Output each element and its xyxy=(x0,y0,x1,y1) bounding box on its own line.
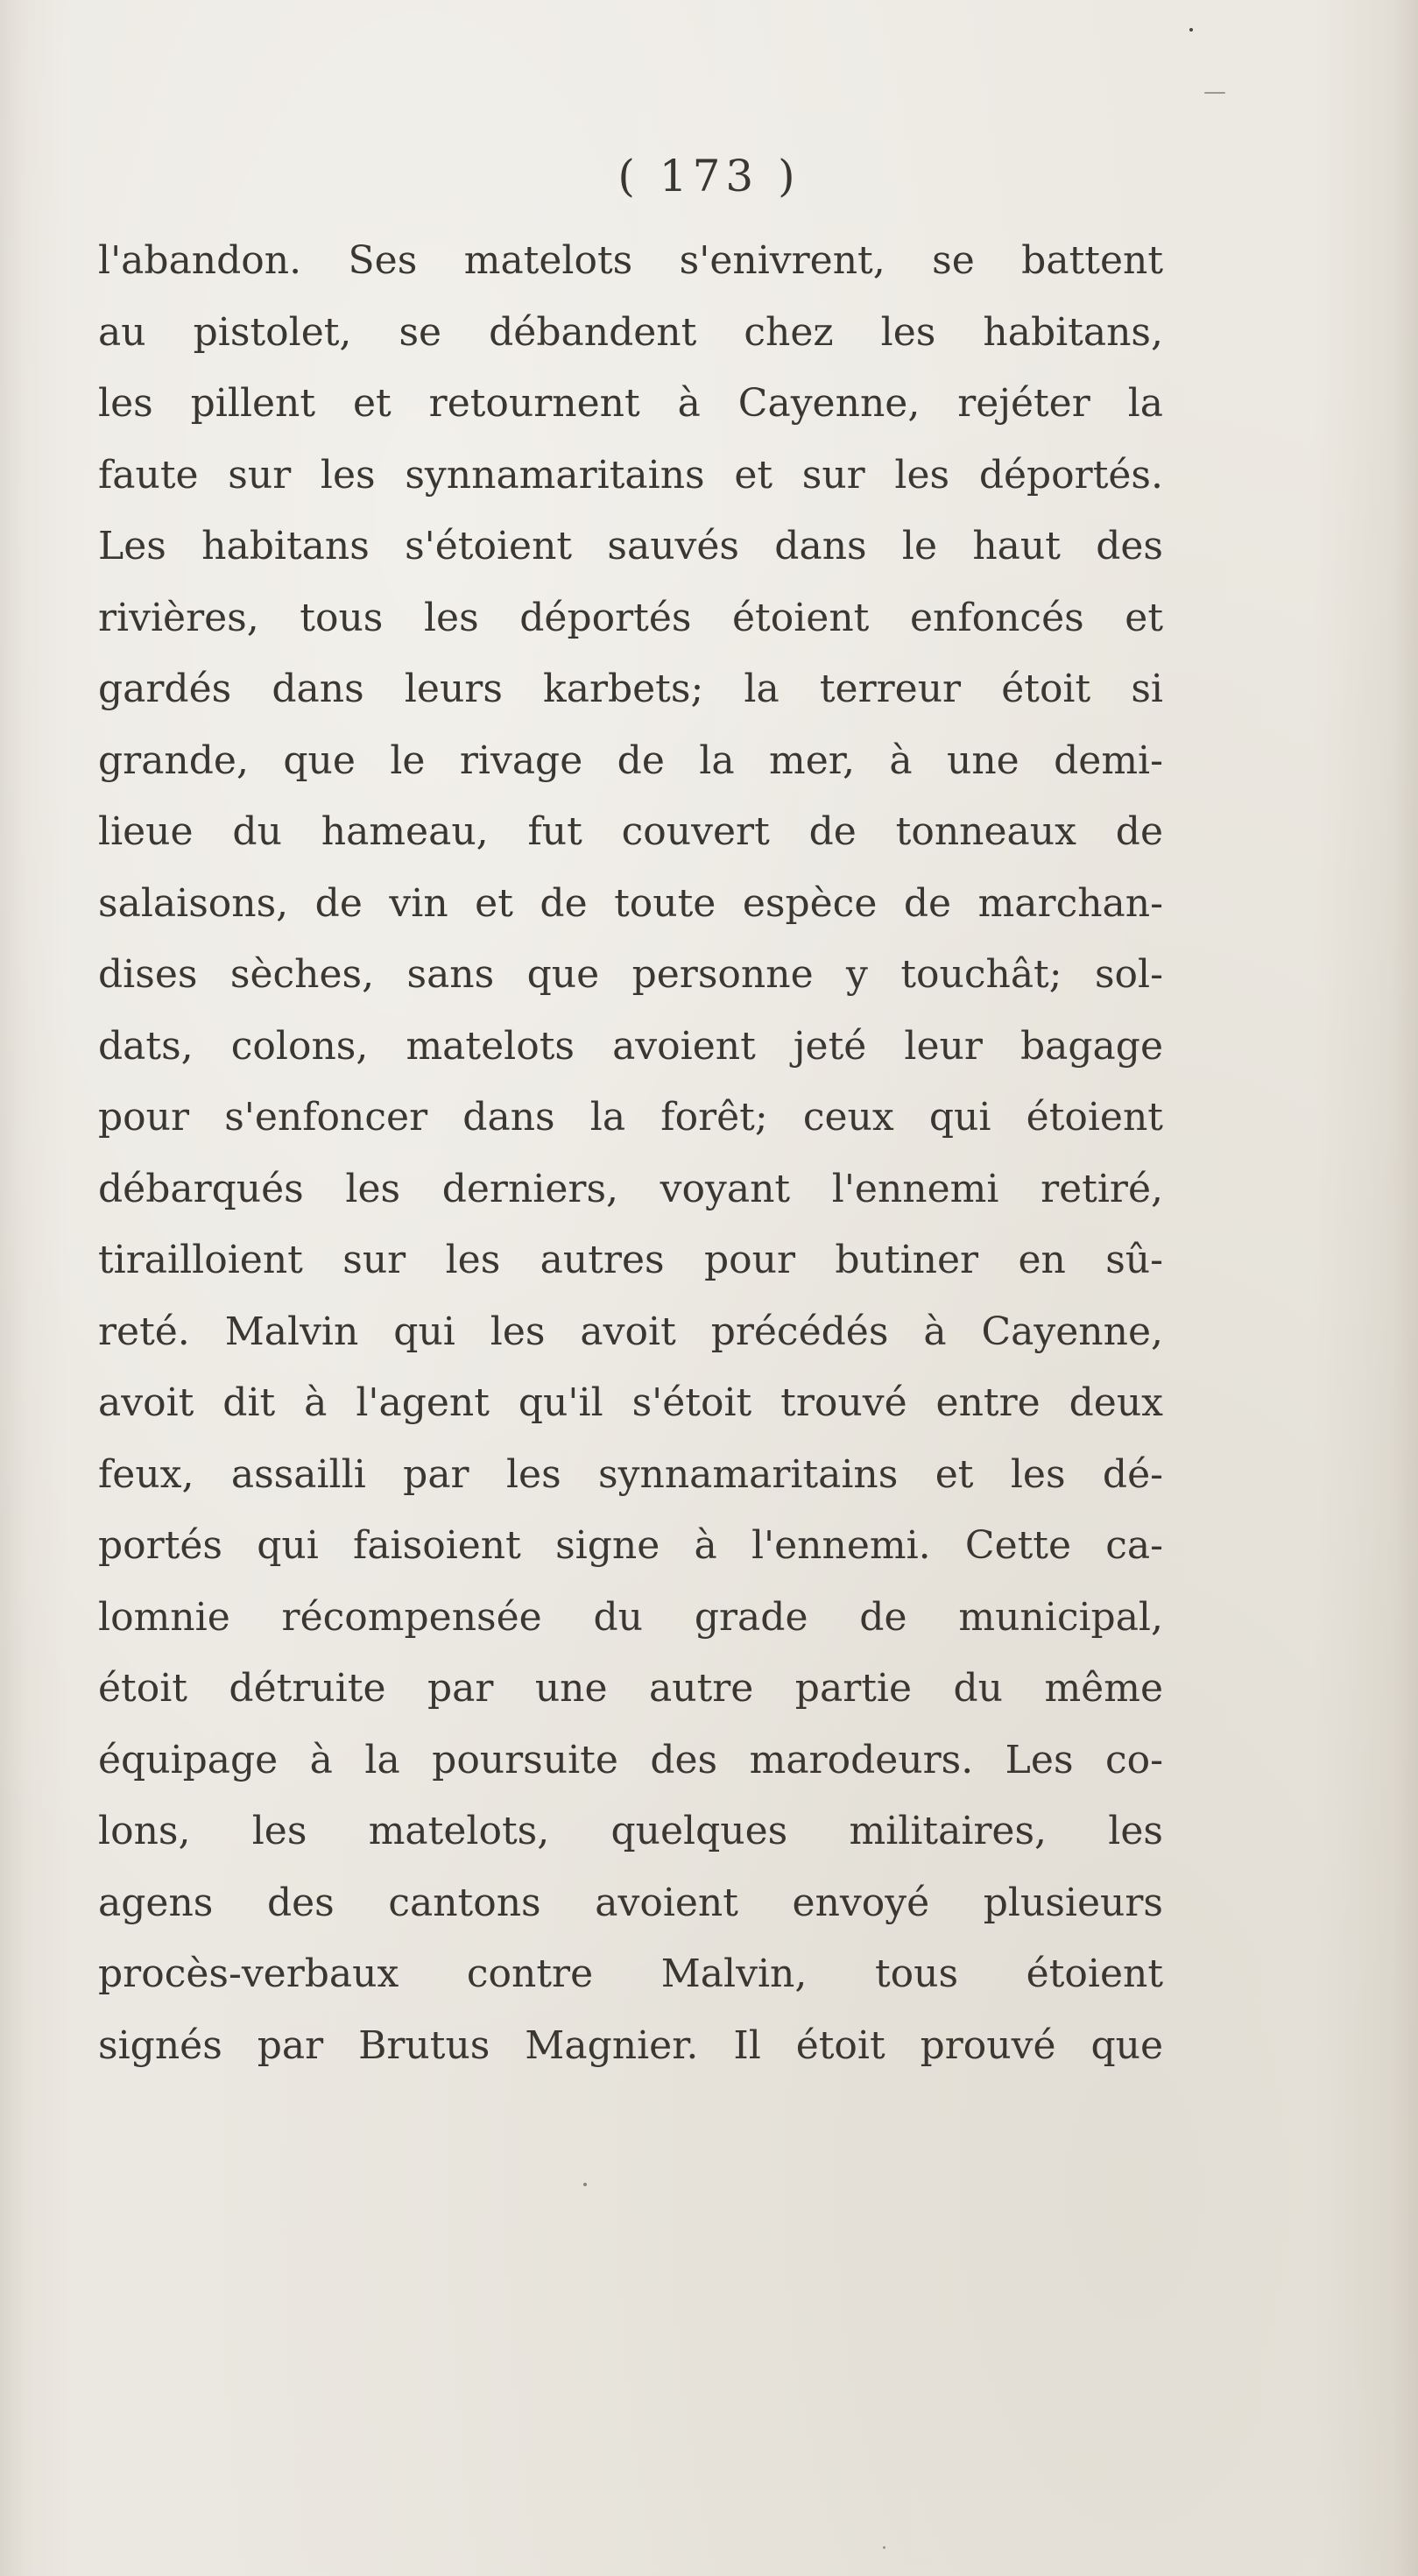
text-line: portés qui faisoient signe à l'ennemi. Cette ca- xyxy=(98,1523,1163,1568)
text-line: lomnie récompensée du grade de municipal, xyxy=(98,1594,1163,1640)
text-line: dats, colons, matelots avoient jeté leur bagage xyxy=(98,1023,1163,1069)
text-line: tirailloient sur les autres pour butiner en sû- xyxy=(98,1238,1163,1282)
text-line: salaisons, de vin et de toute espèce de marchan- xyxy=(98,880,1163,926)
text-line: signés par Brutus Magnier. Il étoit prouvé que xyxy=(98,2022,1163,2068)
text-line: avoit dit à l'agent qu'il s'étoit trouvé entre deux xyxy=(98,1380,1163,1425)
text-line: équipage à la poursuite des marodeurs. Les co- xyxy=(98,1737,1163,1782)
text-line: l'abandon. Ses matelots s'enivrent, se battent xyxy=(98,238,1163,283)
text-line: dises sèches, sans que personne y touchât; sol- xyxy=(98,952,1163,997)
text-line: gardés dans leurs karbets; la terreur étoit si xyxy=(98,667,1163,711)
text-line: débarqués les derniers, voyant l'ennemi retiré, xyxy=(98,1166,1163,1211)
text-line: reté. Malvin qui les avoit précédés à Cayenne, xyxy=(98,1309,1163,1354)
text-line: au pistolet, se débandent chez les habitans, xyxy=(98,309,1163,355)
text-line: agens des cantons avoient envoyé plusieurs xyxy=(98,1880,1163,1925)
text-line: étoit détruite par une autre partie du même xyxy=(98,1666,1163,1711)
text-line: rivières, tous les déportés étoient enfoncés et xyxy=(98,595,1163,640)
text-line: lieue du hameau, fut couvert de tonneaux de xyxy=(98,809,1163,854)
ink-speck xyxy=(583,2183,587,2186)
text-line: feux, assailli par les synnamaritains et les dé- xyxy=(98,1451,1163,1497)
text-line: procès-verbaux contre Malvin, tous étoient xyxy=(98,1951,1163,1996)
page-number: ( 173 ) xyxy=(617,151,801,201)
text-line: Les habitans s'étoient sauvés dans le haut des xyxy=(98,524,1163,568)
text-line: grande, que le rivage de la mer, à une demi- xyxy=(98,738,1163,783)
ink-speck xyxy=(1204,92,1225,94)
text-line: les pillent et retournent à Cayenne, rejéter la xyxy=(98,381,1163,426)
text-line: lons, les matelots, quelques militaires, les xyxy=(98,1809,1163,1853)
ink-speck xyxy=(1189,28,1193,32)
body-text xyxy=(98,225,1163,2081)
text-line: pour s'enfoncer dans la forêt; ceux qui étoient xyxy=(98,1095,1163,1140)
text-line: faute sur les synnamaritains et sur les déportés. xyxy=(98,452,1163,498)
ink-speck xyxy=(883,2546,885,2549)
